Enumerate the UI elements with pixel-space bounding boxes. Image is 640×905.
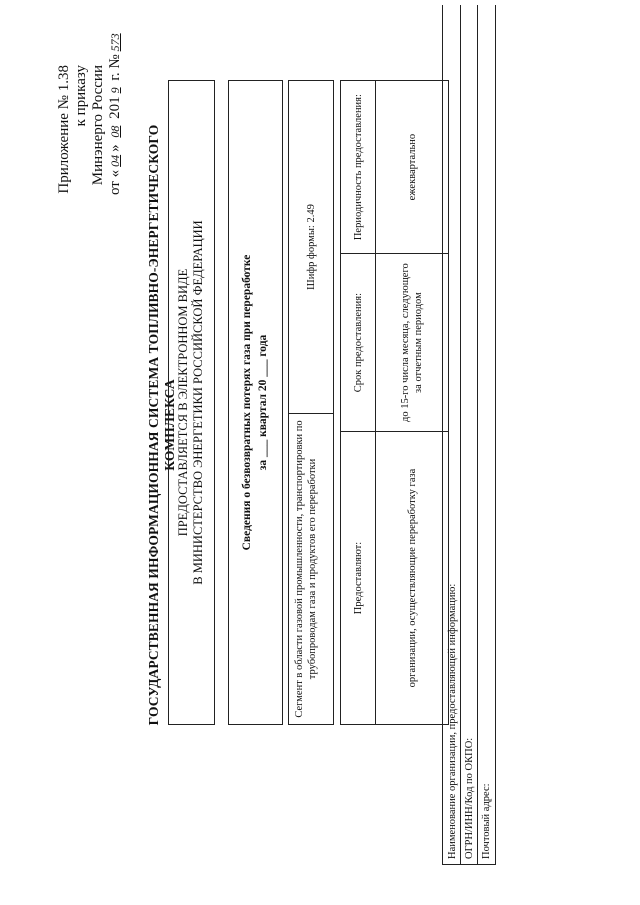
appendix-number: Приложение № 1.38 <box>56 65 72 194</box>
cell-providers: организации, осуществляющие переработку газа <box>376 432 449 725</box>
appendix-order: к приказу Минэнерго России <box>73 65 106 186</box>
appendix-header <box>56 33 124 195</box>
footer-rule-top <box>442 5 443 865</box>
header-deadline: Срок предоставления: <box>341 254 376 432</box>
cell-periodicity: ежеквартально <box>376 81 449 254</box>
ogrn-label: ОГРН/ИНН/Код по ОКПО: <box>464 737 475 859</box>
report-title: Сведения о безвозвратных потерях газа при переработке <box>241 254 253 551</box>
header-periodicity: Периодичность предоставления: <box>341 81 376 254</box>
report-title-box <box>228 80 283 725</box>
electronic-notice-line1: ПРЕДОСТАВЛЯЕТСЯ В ЭЛЕКТРОННОМ ВИДЕ <box>176 268 190 537</box>
address-label: Почтовый адрес: <box>481 783 492 859</box>
appendix-day: 04 <box>108 154 122 167</box>
cell-deadline: до 15-го числа месяца, следующего за отчетным периодом <box>376 254 449 432</box>
appendix-date-line: от «04» 08 2019 г. №573 <box>107 65 124 195</box>
footer-rule-2 <box>477 5 478 865</box>
form-code: Шифр формы: 2.49 <box>289 81 334 414</box>
appendix-year-digit: 9 <box>108 87 122 94</box>
electronic-notice <box>168 80 215 725</box>
footer-rule-bottom <box>495 5 496 865</box>
presentation-table <box>340 80 449 725</box>
footer-rule-1 <box>460 5 461 865</box>
system-title: ГОСУДАРСТВЕННАЯ ИНФОРМАЦИОННАЯ СИСТЕМА ТОПЛИВНО-ЭНЕРГЕТИЧЕСКОГО КОМПЛЕКСА <box>146 124 177 726</box>
appendix-order-number: 573 <box>108 33 122 52</box>
org-name-label: Наименование организации, предоставляющей информацию: <box>447 583 458 859</box>
header-providers: Предоставляют: <box>341 432 376 725</box>
report-period: за ___ квартал 20 ___ года <box>257 334 269 471</box>
segment-table <box>288 80 334 725</box>
segment-label: Сегмент в области газовой промышленности, транспортировки по трубопроводам газа и продуктов его переработки <box>289 414 334 725</box>
footer-rule-left <box>442 864 495 865</box>
appendix-month: 08 <box>108 125 122 138</box>
electronic-notice-line2: В МИНИСТЕРСТВО ЭНЕРГЕТИКИ РОССИЙСКОЙ ФЕДЕРАЦИИ <box>191 220 205 585</box>
